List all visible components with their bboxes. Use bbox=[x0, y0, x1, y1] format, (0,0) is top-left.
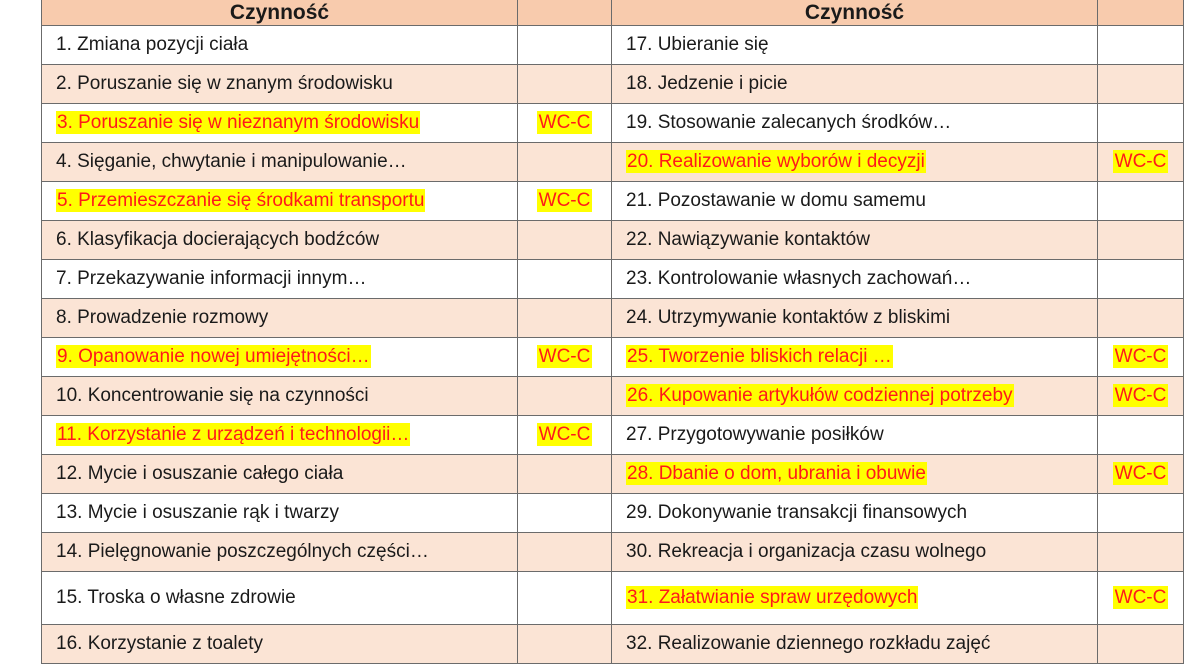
activity-cell-left bbox=[42, 182, 518, 221]
activity-label: 27. Przygotowywanie posiłków bbox=[626, 424, 884, 445]
table-row bbox=[42, 104, 1184, 143]
code-cell-left bbox=[518, 377, 612, 416]
activity-label: 10. Koncentrowanie się na czynności bbox=[56, 385, 369, 406]
code-badge: WC-C bbox=[538, 346, 591, 367]
activity-cell-right bbox=[612, 572, 1098, 625]
table-row bbox=[42, 416, 1184, 455]
activity-cell-right bbox=[612, 260, 1098, 299]
activity-label: 7. Przekazywanie informacji innym… bbox=[56, 268, 367, 289]
activity-cell-right bbox=[612, 26, 1098, 65]
code-badge: WC-C bbox=[538, 424, 591, 445]
activities-table bbox=[41, 0, 1184, 664]
code-cell-right bbox=[1098, 26, 1184, 65]
table-row bbox=[42, 338, 1184, 377]
code-cell-right bbox=[1098, 260, 1184, 299]
table-row bbox=[42, 455, 1184, 494]
table-row bbox=[42, 377, 1184, 416]
activity-label: 5. Przemieszczanie się środkami transportu bbox=[57, 190, 425, 211]
activity-label: 23. Kontrolowanie własnych zachowań… bbox=[626, 268, 972, 289]
activity-cell-left bbox=[42, 377, 518, 416]
code-badge: WC-C bbox=[1114, 151, 1167, 172]
activity-label: 28. Dbanie o dom, ubrania i obuwie bbox=[627, 463, 926, 484]
table-header-row bbox=[42, 0, 1184, 26]
activity-cell-left bbox=[42, 143, 518, 182]
code-cell-left bbox=[518, 416, 612, 455]
code-cell-right bbox=[1098, 377, 1184, 416]
code-cell-right bbox=[1098, 338, 1184, 377]
activity-label: 22. Nawiązywanie kontaktów bbox=[626, 229, 870, 250]
code-cell-left bbox=[518, 533, 612, 572]
activity-label: 26. Kupowanie artykułów codziennej potrzeby bbox=[627, 385, 1013, 406]
activity-label: 3. Poruszanie się w nieznanym środowisku bbox=[57, 112, 420, 133]
activity-label: 25. Tworzenie bliskich relacji … bbox=[627, 346, 892, 367]
activity-label: 2. Poruszanie się w znanym środowisku bbox=[56, 73, 393, 94]
activity-cell-right bbox=[612, 416, 1098, 455]
table-row bbox=[42, 143, 1184, 182]
code-cell-left bbox=[518, 572, 612, 625]
table-row bbox=[42, 533, 1184, 572]
activity-label: 15. Troska o własne zdrowie bbox=[56, 587, 296, 608]
activity-cell-right bbox=[612, 299, 1098, 338]
activity-cell-right bbox=[612, 143, 1098, 182]
activity-cell-left bbox=[42, 494, 518, 533]
code-cell-left bbox=[518, 494, 612, 533]
header-code-right bbox=[1098, 0, 1184, 26]
activity-cell-left bbox=[42, 533, 518, 572]
activity-label: 8. Prowadzenie rozmowy bbox=[56, 307, 269, 328]
code-cell-left bbox=[518, 182, 612, 221]
activity-label: 19. Stosowanie zalecanych środków… bbox=[626, 112, 952, 133]
activity-label: 12. Mycie i osuszanie całego ciała bbox=[56, 463, 344, 484]
activity-label: 1. Zmiana pozycji ciała bbox=[56, 34, 249, 55]
table-row bbox=[42, 299, 1184, 338]
activity-label: 13. Mycie i osuszanie rąk i twarzy bbox=[56, 502, 339, 523]
code-cell-left bbox=[518, 299, 612, 338]
table-row bbox=[42, 26, 1184, 65]
code-cell-right bbox=[1098, 572, 1184, 625]
table-row bbox=[42, 260, 1184, 299]
activity-cell-left bbox=[42, 65, 518, 104]
code-cell-left bbox=[518, 65, 612, 104]
table-row bbox=[42, 65, 1184, 104]
code-cell-right bbox=[1098, 625, 1184, 664]
activity-label: 20. Realizowanie wyborów i decyzji bbox=[627, 151, 925, 172]
code-badge: WC-C bbox=[538, 112, 591, 133]
activity-cell-right bbox=[612, 65, 1098, 104]
activity-label: 21. Pozostawanie w domu samemu bbox=[626, 190, 926, 211]
activity-label: 32. Realizowanie dziennego rozkładu zajęć bbox=[626, 633, 991, 654]
activity-cell-left bbox=[42, 416, 518, 455]
activity-cell-left bbox=[42, 26, 518, 65]
table-row bbox=[42, 572, 1184, 625]
code-cell-left bbox=[518, 104, 612, 143]
activity-cell-left bbox=[42, 572, 518, 625]
activity-label: 14. Pielęgnowanie poszczególnych części… bbox=[56, 541, 429, 562]
code-cell-left bbox=[518, 221, 612, 260]
activity-label: 29. Dokonywanie transakcji finansowych bbox=[626, 502, 968, 523]
code-cell-left bbox=[518, 625, 612, 664]
table-row bbox=[42, 494, 1184, 533]
activity-cell-right bbox=[612, 533, 1098, 572]
activity-cell-right bbox=[612, 221, 1098, 260]
activity-cell-right bbox=[612, 377, 1098, 416]
code-badge: WC-C bbox=[1114, 346, 1167, 367]
activity-cell-left bbox=[42, 221, 518, 260]
code-cell-right bbox=[1098, 416, 1184, 455]
activity-cell-right bbox=[612, 338, 1098, 377]
activity-cell-left bbox=[42, 625, 518, 664]
code-cell-right bbox=[1098, 221, 1184, 260]
code-cell-left bbox=[518, 338, 612, 377]
table-row bbox=[42, 182, 1184, 221]
activity-cell-left bbox=[42, 338, 518, 377]
code-cell-right bbox=[1098, 182, 1184, 221]
activity-cell-right bbox=[612, 494, 1098, 533]
code-cell-right bbox=[1098, 494, 1184, 533]
code-cell-right bbox=[1098, 533, 1184, 572]
code-cell-right bbox=[1098, 104, 1184, 143]
header-activity-right: Czynność bbox=[612, 0, 1098, 26]
code-cell-right bbox=[1098, 455, 1184, 494]
activity-cell-left bbox=[42, 260, 518, 299]
activity-cell-left bbox=[42, 299, 518, 338]
activity-label: 18. Jedzenie i picie bbox=[626, 73, 788, 94]
activity-cell-left bbox=[42, 455, 518, 494]
activity-cell-right bbox=[612, 625, 1098, 664]
code-cell-right bbox=[1098, 65, 1184, 104]
code-cell-left bbox=[518, 260, 612, 299]
activity-cell-right bbox=[612, 455, 1098, 494]
activity-cell-right bbox=[612, 182, 1098, 221]
header-code-left bbox=[518, 0, 612, 26]
activity-label: 6. Klasyfikacja docierających bodźców bbox=[56, 229, 380, 250]
code-cell-right bbox=[1098, 299, 1184, 338]
code-badge: WC-C bbox=[1114, 385, 1167, 406]
activity-label: 9. Opanowanie nowej umiejętności… bbox=[57, 346, 370, 367]
activity-label: 17. Ubieranie się bbox=[626, 34, 769, 55]
activity-label: 16. Korzystanie z toalety bbox=[56, 633, 263, 654]
code-cell-left bbox=[518, 455, 612, 494]
activity-label: 30. Rekreacja i organizacja czasu wolnego bbox=[626, 541, 987, 562]
activity-cell-right bbox=[612, 104, 1098, 143]
code-badge: WC-C bbox=[1114, 587, 1167, 608]
header-activity-left: Czynność bbox=[42, 0, 518, 26]
code-cell-left bbox=[518, 143, 612, 182]
activity-label: 24. Utrzymywanie kontaktów z bliskimi bbox=[626, 307, 951, 328]
table-row bbox=[42, 625, 1184, 664]
activity-label: 31. Załatwianie spraw urzędowych bbox=[627, 587, 918, 608]
code-cell-left bbox=[518, 26, 612, 65]
activity-cell-left bbox=[42, 104, 518, 143]
code-cell-right bbox=[1098, 143, 1184, 182]
code-badge: WC-C bbox=[1114, 463, 1167, 484]
code-badge: WC-C bbox=[538, 190, 591, 211]
table-row bbox=[42, 221, 1184, 260]
activity-label: 11. Korzystanie z urządzeń i technologii… bbox=[57, 424, 410, 445]
activity-label: 4. Sięganie, chwytanie i manipulowanie… bbox=[56, 151, 407, 172]
